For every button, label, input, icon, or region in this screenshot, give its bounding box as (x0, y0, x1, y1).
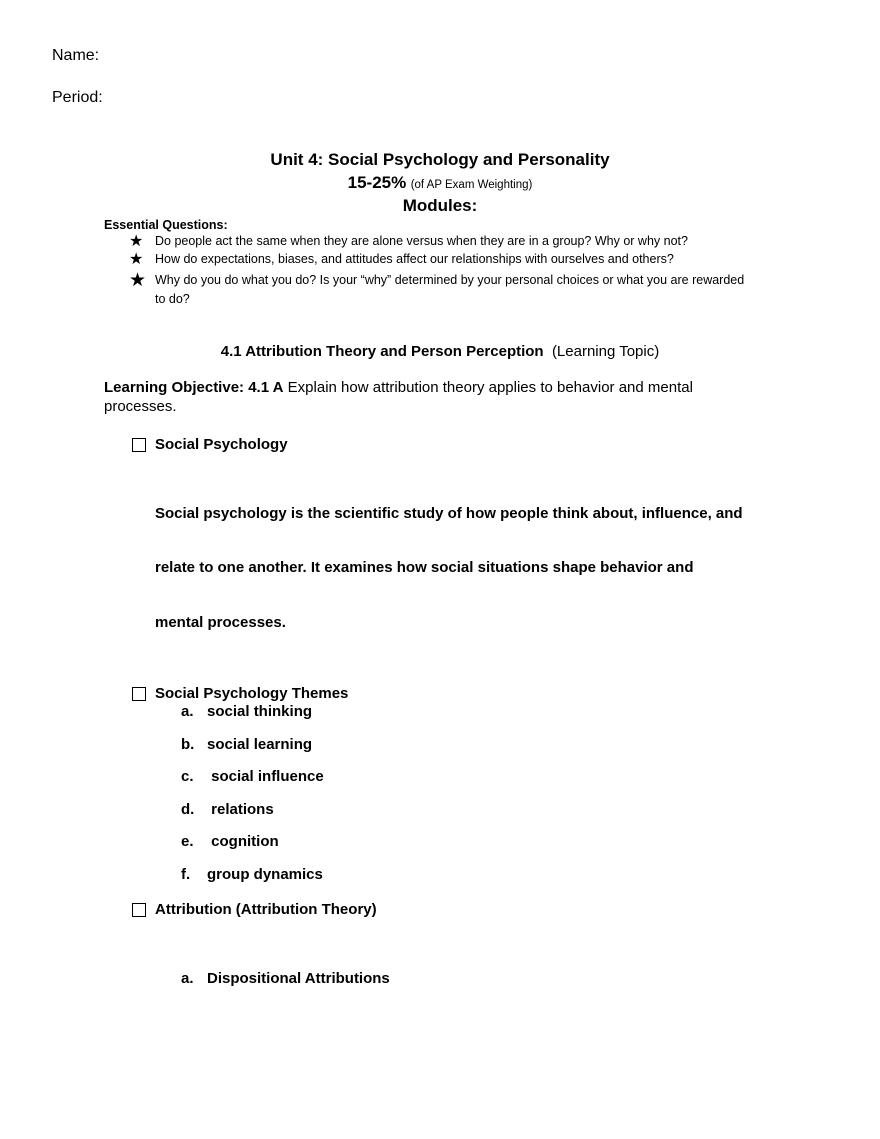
objective-text: Explain how attribution theory applies to behavior and mental (287, 379, 693, 396)
checkbox[interactable] (132, 903, 146, 917)
list-label: d. (181, 801, 195, 818)
modules-heading: Modules: (402, 196, 478, 215)
list-label: f. (181, 866, 191, 883)
list-label: a. (181, 703, 194, 720)
checkbox[interactable] (132, 438, 146, 452)
section-title: Attribution (Attribution Theory) (155, 901, 377, 918)
star-bullet-icon: ★ (129, 270, 147, 291)
list-item: cognition (207, 833, 279, 850)
checkbox[interactable] (132, 687, 146, 701)
star-bullet-icon: ★ (129, 251, 144, 268)
list-label: c. (181, 768, 194, 785)
list-label: b. (181, 736, 195, 753)
topic-note: (Learning Topic) (551, 343, 660, 360)
section-title: Social Psychology Themes (155, 685, 349, 702)
section-title: Social Psychology (155, 436, 288, 453)
essential-question-cont: to do? (155, 292, 190, 306)
weighting-percent: 15-25% (347, 173, 407, 192)
name-label: Name: (52, 47, 100, 64)
objective-label: Learning Objective: 4.1 A (104, 379, 284, 396)
weighting-note: (of AP Exam Weighting) (410, 179, 533, 191)
essential-question: Do people act the same when they are alone versus when they are in a group? Why or why not? (155, 234, 688, 248)
topic-title: 4.1 Attribution Theory and Person Perception (220, 343, 544, 360)
unit-title: Unit 4: Social Psychology and Personality (270, 150, 610, 169)
list-item: group dynamics (207, 866, 323, 883)
section-text: Social psychology is the scientific study of how people think about, influence, and (155, 505, 743, 522)
objective-text-cont: processes. (104, 398, 177, 415)
list-label: a. (181, 970, 194, 987)
star-bullet-icon: ★ (129, 233, 144, 250)
section-text: relate to one another. It examines how social situations shape behavior and (155, 559, 694, 576)
list-label: e. (181, 833, 194, 850)
list-item: Dispositional Attributions (207, 970, 390, 987)
period-label: Period: (52, 89, 103, 106)
list-item: social learning (207, 736, 313, 753)
list-item: social thinking (207, 703, 313, 720)
essential-question: How do expectations, biases, and attitudes affect our relationships with ourselves and others? (155, 252, 674, 266)
topic-heading (0, 343, 880, 361)
weighting (0, 173, 880, 193)
essential-questions-heading: Essential Questions: (104, 218, 228, 232)
section-text: mental processes. (155, 614, 286, 631)
essential-question: Why do you do what you do? Is your “why” determined by your personal choices or what you are rewarded (155, 273, 745, 287)
list-item: relations (207, 801, 274, 818)
learning-objective (104, 379, 693, 397)
list-item: social influence (207, 768, 324, 785)
